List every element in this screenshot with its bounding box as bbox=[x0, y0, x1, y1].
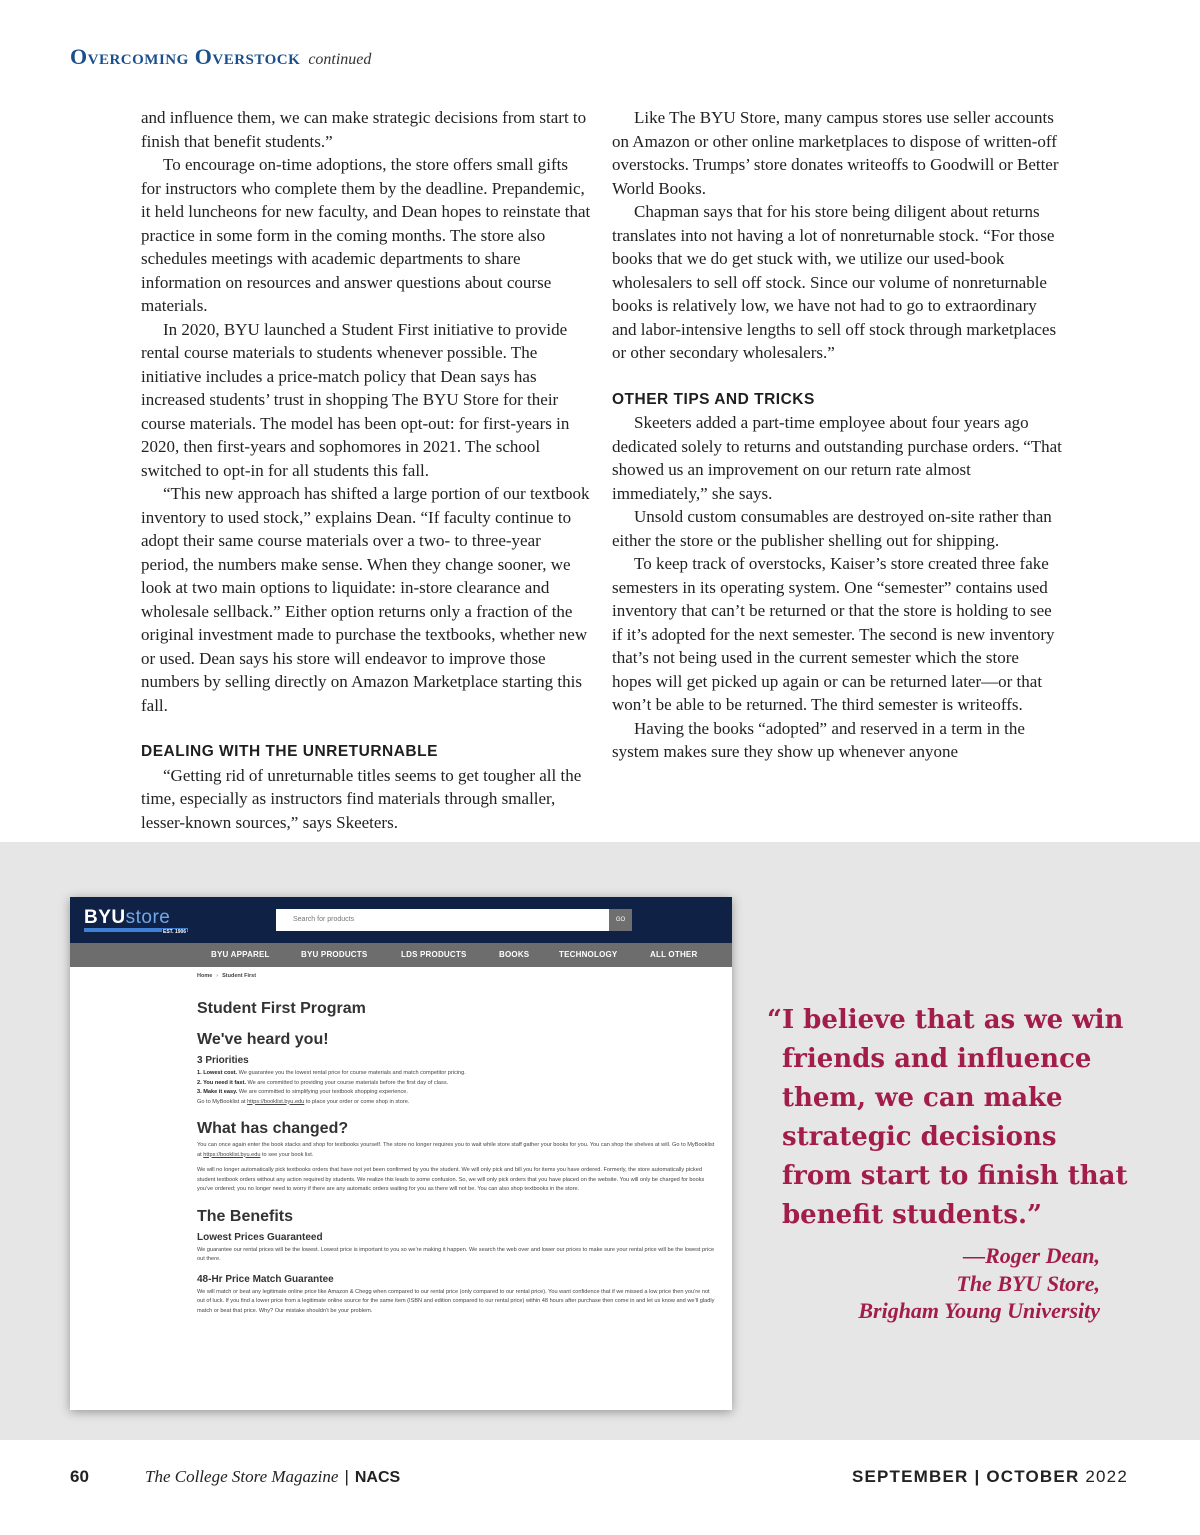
quote-line: friends and influence bbox=[782, 1044, 1092, 1074]
mybooklist-line: Go to MyBooklist at https://booklist.byu.edu to place your order or come shop in store. bbox=[197, 1098, 410, 1105]
store-website-screenshot bbox=[70, 897, 732, 1410]
changed-paragraph: You can once again enter the book stacks and shop for textbooks yourself. The store no longer requires you to wait while store staff gather your books for you. You can shop the shelves at will. Go to MyBooklist at https://booklist.byu.edu to see your book list. bbox=[197, 1142, 715, 1158]
quote-line: them, we can make bbox=[782, 1083, 1063, 1113]
section-title: Overcoming Overstock bbox=[70, 44, 301, 69]
nav-item-byu-apparel[interactable]: BYU APPAREL bbox=[211, 950, 270, 959]
store-page-content bbox=[197, 973, 717, 1316]
breadcrumb-separator: › bbox=[216, 973, 219, 979]
page-title: Student First Program bbox=[197, 1000, 366, 1017]
quote-line: from start to finish that bbox=[782, 1161, 1128, 1191]
lowest-prices-heading: Lowest Prices Guaranteed bbox=[197, 1231, 323, 1243]
paragraph: Skeeters added a part-time employee about four years ago dedicated solely to returns and outstanding purchase orders. “That showed us an improvement on our return rate almost immediately,” she says. bbox=[612, 413, 1062, 503]
nav-item-lds-products[interactable]: LDS PRODUCTS bbox=[401, 950, 467, 959]
store-header bbox=[70, 897, 732, 943]
nav-item-technology[interactable]: TECHNOLOGY bbox=[559, 950, 618, 959]
search-input[interactable]: Search for products bbox=[276, 909, 609, 931]
quote-attribution bbox=[858, 1242, 1100, 1325]
mybooklist-link[interactable]: https://booklist.byu.edu bbox=[247, 1098, 305, 1105]
paragraph: “Getting rid of unreturnable titles seems to get tougher all the time, especially as instructors find materials through smaller, lesser-known sources,” says Skeeters. bbox=[141, 765, 582, 832]
paragraph: To keep track of overstocks, Kaiser’s store created three fake semesters in its operating system. One “semester” contains used inventory that can’t be returned or that the store is holding to see if it’s adopted for the next semester. The second is new inventory that’s not being used in the current semester which the store hopes will get picked up again or can be returned later—or that won’t be able to be returned. The third semester is writeoffs. bbox=[612, 554, 1055, 714]
paragraph: Chapman says that for his store being diligent about returns translates into not having a lot of nonreturnable stock. “For those books that we do get stuck with, we utilize our used-book wholesalers to sell off stock. Since our volume of nonreturnable books is relatively low, we have not had to go to extraordinary and labor-intensive lengths to sell off stock through marketplaces or other secondary wholesalers.” bbox=[612, 202, 1057, 362]
nav-item-all-other[interactable]: ALL OTHER bbox=[650, 950, 698, 959]
issue-date: SEPTEMBER | OCTOBER 2022 bbox=[851, 1467, 1128, 1486]
publication-separator: | bbox=[344, 1467, 349, 1486]
paragraph: Like The BYU Store, many campus stores use seller accounts on Amazon or other online marketplaces to dispose of written-off overstocks. Trumps’ store donates writeoffs to Goodwill or Better World Books. bbox=[612, 108, 1059, 198]
booklist-link[interactable]: https://booklist.byu.edu bbox=[203, 1151, 261, 1158]
paragraph: “This new approach has shifted a large portion of our textbook inventory to used stock,” explains Dean. “If faculty continue to adopt their same course materials over a two- to three-year period, the numbers make sense. When they change sooner, we look at two main options to liquidate: in-store clearance and wholesale sellback.” Either option returns only a fraction of the original investment made to purchase the textbooks, whether new or used. Dean says his store will endeavor to improve those numbers by selling directly on Amazon Marketplace starting this fall. bbox=[141, 484, 590, 715]
benefits-heading: The Benefits bbox=[197, 1207, 294, 1225]
paragraph: Unsold custom consumables are destroyed on-site rather than either the store or the publisher shelling out for shipping. bbox=[612, 507, 1052, 550]
attribution-line: The BYU Store, bbox=[956, 1270, 1100, 1296]
paragraph: To encourage on-time adoptions, the store offers small gifts for instructors who complete them by the deadline. Prepandemic, it held luncheons for new faculty, and Dean hopes to reinstate that practice in some form in the coming months. The store also schedules meetings with academic departments to share information on resources and answer questions about course materials. bbox=[141, 155, 591, 315]
store-nav-bar bbox=[70, 943, 732, 967]
quote-line: “I believe that as we win bbox=[767, 1005, 1124, 1035]
priority-item: 3. Make it easy. We are committed to simplifying your textbook shopping experience. bbox=[197, 1089, 408, 1095]
heard-heading: We've heard you! bbox=[197, 1031, 329, 1048]
quote-line: strategic decisions bbox=[782, 1122, 1057, 1152]
page-number: 60 bbox=[70, 1467, 89, 1486]
byu-store-logo[interactable]: BYUstore bbox=[84, 907, 171, 928]
breadcrumb-current: Student First bbox=[222, 973, 257, 979]
page-footer bbox=[0, 1465, 1200, 1495]
organization-name: NACS bbox=[354, 1469, 401, 1486]
quote-line: benefit students.” bbox=[782, 1200, 1042, 1230]
nav-item-byu-products[interactable]: BYU PRODUCTS bbox=[301, 950, 368, 959]
subheading-tips: OTHER TIPS AND TRICKS bbox=[612, 390, 815, 408]
lowest-prices-text: We guarantee our rental prices will be the lowest. Lowest price is important to you so we’re making it happen. We search the web over and lower our prices to make sure your rental price will be the lowest price out there. bbox=[197, 1246, 715, 1262]
attribution-line: —Roger Dean, bbox=[963, 1243, 1100, 1268]
priorities-heading: 3 Priorities bbox=[197, 1055, 249, 1066]
priority-item: 2. You need it fast. We are committed to providing your course materials before the first day of class. bbox=[197, 1079, 449, 1086]
running-head bbox=[70, 44, 371, 70]
publication-name: The College Store Magazine bbox=[145, 1467, 339, 1486]
publication-line bbox=[145, 1467, 400, 1487]
price-match-heading: 48-Hr Price Match Guarantee bbox=[197, 1273, 334, 1285]
changed-heading: What has changed? bbox=[197, 1120, 349, 1137]
subheading-unreturnable: DEALING WITH THE UNRETURNABLE bbox=[141, 743, 438, 760]
pull-quote bbox=[767, 1001, 1128, 1235]
search-go-button[interactable]: GO bbox=[609, 909, 632, 931]
paragraph: In 2020, BYU launched a Student First initiative to provide rental course materials to students whenever possible. The initiative includes a price-match policy that Dean says has increased students’ trust in shopping The BYU Store for their course materials. The model has been opt-out: for first-years in 2020, then first-years and sophomores in 2021. The school switched to opt-in for all students this fall. bbox=[141, 319, 570, 480]
left-column bbox=[141, 106, 591, 834]
breadcrumb bbox=[197, 973, 717, 979]
attribution-line: Brigham Young University bbox=[858, 1298, 1100, 1323]
paragraph: and influence them, we can make strategic decisions from start to finish that benefit students.” bbox=[141, 108, 587, 151]
priority-item: 1. Lowest cost. We guarantee you the lowest rental price for course materials and match competitor pricing. bbox=[197, 1070, 466, 1076]
breadcrumb-home[interactable]: Home bbox=[197, 973, 213, 979]
continued-label: continued bbox=[308, 51, 372, 68]
changed-paragraph: We will no longer automatically pick textbooks orders that have not yet been confirmed by you the student. We will only pick and bill you for items you have ordered. Formerly, the store automatically picked student textbook orders without any action required by students. We realize this leads to some confusion. So, we will only pick orders that you have placed on the website. You will only be charged for books you’ve ordered; you no longer need to worry if there are any automatic orders waiting for you as there will not be. You can also shop textbooks in the store. bbox=[197, 1167, 705, 1192]
paragraph: Having the books “adopted” and reserved in a term in the system makes sure they show up whenever anyone bbox=[612, 718, 1025, 761]
price-match-text: We will match or beat any legitimate online price like Amazon & Chegg when compared to our rental price (only compared to our rental price). You want confidence that if we missed a low price then you’re not out of luck. If you find a lower price from a legitimate online source for the same item (ISBN and edition compared to our rental price) within 48 hours after purchase then come in and let us know and we’ll gladly match or beat that price. Why? Our mistake shouldn’t be your problem. bbox=[197, 1288, 715, 1314]
nav-item-books[interactable]: BOOKS bbox=[499, 950, 530, 959]
logo-established: EST. 1906 bbox=[163, 929, 187, 935]
right-column bbox=[612, 106, 1062, 764]
